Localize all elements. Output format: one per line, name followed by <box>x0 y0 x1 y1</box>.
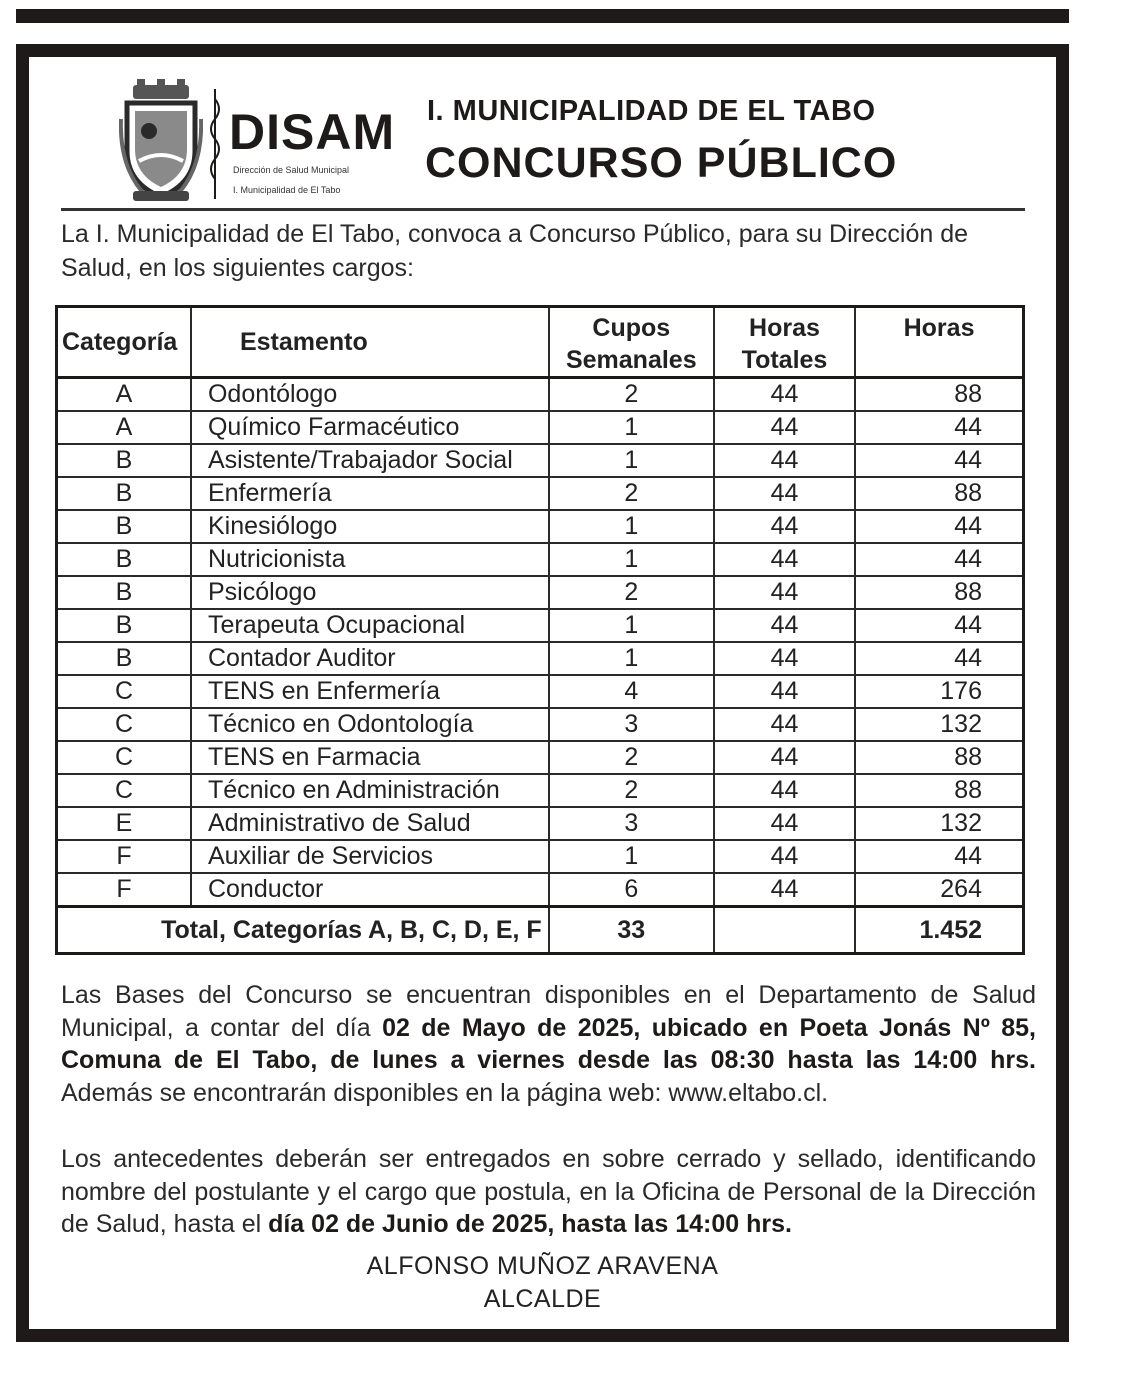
signer-role: ALCALDE <box>483 1285 602 1313</box>
cell-estamento: Psicólogo <box>191 576 549 609</box>
cell-horas-totales: 44 <box>714 873 855 907</box>
cell-horas: 88 <box>855 378 1023 412</box>
notice-body <box>29 57 1056 1329</box>
cell-horas: 176 <box>855 675 1023 708</box>
cell-horas-totales: 44 <box>714 477 855 510</box>
header-cupos <box>549 307 714 378</box>
cell-horas-totales: 44 <box>714 774 855 807</box>
header <box>119 79 1039 209</box>
cell-estamento: Técnico en Administración <box>191 774 549 807</box>
cell-categoria: C <box>57 741 191 774</box>
municipal-crest-icon <box>119 79 203 203</box>
table-row <box>57 642 1024 675</box>
cell-cupos: 1 <box>549 543 714 576</box>
cell-cupos: 1 <box>549 411 714 444</box>
cell-estamento: TENS en Enfermería <box>191 675 549 708</box>
antecedentes-text: Los antecedentes deberán ser entregados en sobre cerrado y sellado, identificando nombre del postulante y el cargo que postula, en la Oficina de Personal de la Dirección de Salud, hasta el <box>61 1145 1036 1238</box>
table-row <box>57 840 1024 873</box>
bases-text-2: Además se encontrarán disponibles en la página web: www.eltabo.cl. <box>61 1078 829 1107</box>
divider <box>61 208 1025 211</box>
cell-horas-totales: 44 <box>714 807 855 840</box>
bases-paragraph <box>61 979 1036 1109</box>
cell-horas-totales: 44 <box>714 510 855 543</box>
cell-horas: 44 <box>855 444 1023 477</box>
cell-categoria: B <box>57 543 191 576</box>
cell-horas: 88 <box>855 774 1023 807</box>
positions-table <box>55 305 1025 955</box>
table-row <box>57 609 1024 642</box>
org-title: I. MUNICIPALIDAD DE EL TABO <box>427 95 876 127</box>
cell-estamento: Terapeuta Ocupacional <box>191 609 549 642</box>
table-row <box>57 510 1024 543</box>
table-row <box>57 741 1024 774</box>
cell-horas: 132 <box>855 708 1023 741</box>
cell-cupos: 3 <box>549 807 714 840</box>
cell-horas-totales: 44 <box>714 675 855 708</box>
disam-wordmark: DISAM <box>229 104 396 160</box>
header-cupos-line1: Cupos <box>592 314 671 342</box>
cell-cupos: 6 <box>549 873 714 907</box>
intro-text: La I. Municipalidad de El Tabo, convoca a Concurso Público, para su Dirección de Salud, en los siguientes cargos: <box>61 220 969 282</box>
cell-cupos: 4 <box>549 675 714 708</box>
cell-categoria: B <box>57 444 191 477</box>
cell-horas: 88 <box>855 576 1023 609</box>
cell-horas: 264 <box>855 873 1023 907</box>
total-label: Total, Categorías A, B, C, D, E, F <box>57 907 549 954</box>
cell-horas: 44 <box>855 510 1023 543</box>
top-rule <box>16 9 1069 23</box>
cell-estamento: Auxiliar de Servicios <box>191 840 549 873</box>
cell-categoria: B <box>57 477 191 510</box>
header-horas-totales-line2: Totales <box>741 346 828 374</box>
cell-estamento: Kinesiólogo <box>191 510 549 543</box>
cell-estamento: Técnico en Odontología <box>191 708 549 741</box>
cell-horas: 44 <box>855 840 1023 873</box>
header-cupos-line2: Semanales <box>565 346 697 374</box>
cell-horas-totales: 44 <box>714 378 855 412</box>
table-row <box>57 543 1024 576</box>
disam-subtitle-2: I. Municipalidad de El Tabo <box>233 185 341 195</box>
cell-categoria: C <box>57 708 191 741</box>
cell-estamento: TENS en Farmacia <box>191 741 549 774</box>
cell-horas: 88 <box>855 741 1023 774</box>
antecedentes-bold: día 02 de Junio de 2025, hasta las 14:00 hrs. <box>268 1210 792 1238</box>
cell-categoria: B <box>57 576 191 609</box>
table-header-row <box>57 307 1024 378</box>
cell-cupos: 1 <box>549 609 714 642</box>
bases-bold: 02 de Mayo de 2025, ubicado en Poeta Jonás Nº 85, Comuna de El Tabo, de lunes a viernes desde las 08:30 hasta las 14:00 hrs. <box>61 1013 1036 1074</box>
header-horas-totales-line1: Horas <box>749 314 820 342</box>
cell-horas: 88 <box>855 477 1023 510</box>
cell-categoria: B <box>57 510 191 543</box>
table-row <box>57 477 1024 510</box>
cell-horas-totales: 44 <box>714 576 855 609</box>
cell-cupos: 3 <box>549 708 714 741</box>
cell-estamento: Contador Auditor <box>191 642 549 675</box>
cell-horas: 44 <box>855 543 1023 576</box>
cell-horas-totales: 44 <box>714 543 855 576</box>
table-total-row <box>57 907 1024 954</box>
table-row <box>57 774 1024 807</box>
table-row <box>57 576 1024 609</box>
cell-estamento: Nutricionista <box>191 543 549 576</box>
cell-cupos: 2 <box>549 378 714 412</box>
cell-categoria: C <box>57 675 191 708</box>
bases-text-1: Las Bases del Concurso se encuentran disponibles en el Departamento de Salud Municipal, a contar del día <box>61 981 1036 1042</box>
total-horas: 1.452 <box>855 907 1023 954</box>
cell-horas: 44 <box>855 411 1023 444</box>
cell-horas-totales: 44 <box>714 609 855 642</box>
total-cupos: 33 <box>549 907 714 954</box>
table-row <box>57 411 1024 444</box>
antecedentes-paragraph <box>61 1143 1036 1241</box>
cell-horas: 132 <box>855 807 1023 840</box>
cell-estamento: Conductor <box>191 873 549 907</box>
cell-horas-totales: 44 <box>714 741 855 774</box>
cell-categoria: C <box>57 774 191 807</box>
caduceus-icon <box>207 89 223 199</box>
table-row <box>57 675 1024 708</box>
header-categoria: Categoría <box>57 307 191 378</box>
cell-categoria: F <box>57 840 191 873</box>
cell-estamento: Odontólogo <box>191 378 549 412</box>
cell-horas-totales: 44 <box>714 444 855 477</box>
cell-cupos: 1 <box>549 444 714 477</box>
cell-cupos: 1 <box>549 840 714 873</box>
cell-cupos: 1 <box>549 510 714 543</box>
cell-cupos: 2 <box>549 477 714 510</box>
cell-estamento: Administrativo de Salud <box>191 807 549 840</box>
cell-horas: 44 <box>855 609 1023 642</box>
header-horas: Horas <box>855 307 1023 378</box>
cell-estamento: Químico Farmacéutico <box>191 411 549 444</box>
cell-categoria: A <box>57 411 191 444</box>
signer-name: ALFONSO MUÑOZ ARAVENA <box>366 1252 719 1280</box>
cell-categoria: B <box>57 609 191 642</box>
cell-horas-totales: 44 <box>714 708 855 741</box>
cell-categoria: E <box>57 807 191 840</box>
cell-cupos: 1 <box>549 642 714 675</box>
table-row <box>57 873 1024 907</box>
total-empty <box>714 907 855 954</box>
table-row <box>57 807 1024 840</box>
cell-horas: 44 <box>855 642 1023 675</box>
cell-estamento: Enfermería <box>191 477 549 510</box>
cell-categoria: A <box>57 378 191 412</box>
cell-cupos: 2 <box>549 741 714 774</box>
table-row <box>57 444 1024 477</box>
cell-categoria: B <box>57 642 191 675</box>
disam-subtitle-1: Dirección de Salud Municipal <box>233 165 350 175</box>
cell-horas-totales: 44 <box>714 840 855 873</box>
table-row <box>57 708 1024 741</box>
cell-horas-totales: 44 <box>714 411 855 444</box>
cell-horas-totales: 44 <box>714 642 855 675</box>
table-row <box>57 378 1024 412</box>
header-horas-totales <box>714 307 855 378</box>
notice-frame <box>16 44 1069 1342</box>
cell-cupos: 2 <box>549 576 714 609</box>
cell-categoria: F <box>57 873 191 907</box>
cell-cupos: 2 <box>549 774 714 807</box>
header-estamento: Estamento <box>191 307 549 378</box>
disam-logo <box>207 89 407 209</box>
page-title: CONCURSO PÚBLICO <box>425 139 898 187</box>
cell-estamento: Asistente/Trabajador Social <box>191 444 549 477</box>
